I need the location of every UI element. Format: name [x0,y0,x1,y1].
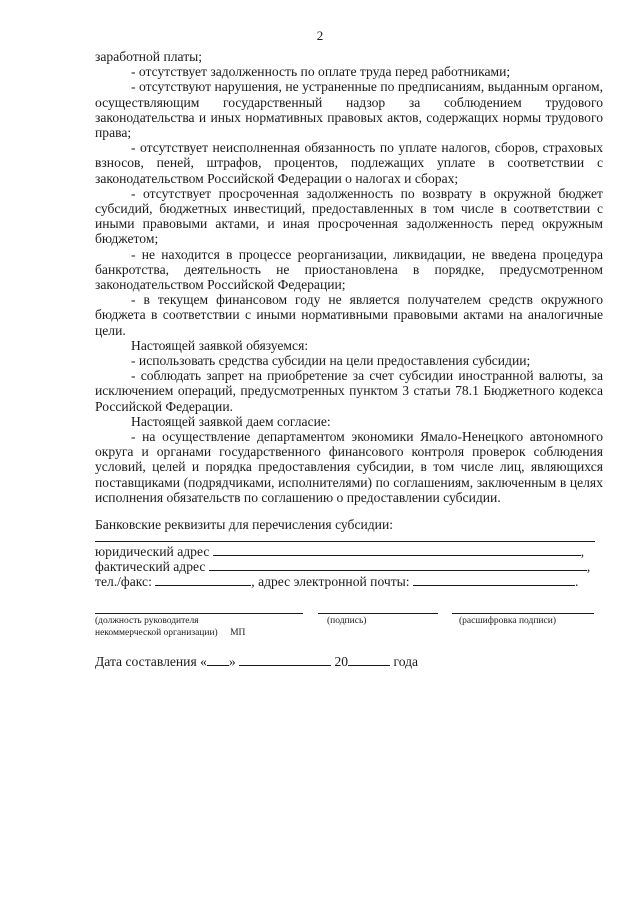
phone-field[interactable] [155,573,251,586]
period: . [574,574,579,589]
paragraph: - соблюдать запрет на приобретение за счет субсидии иностранной валюты, за исключением операций, предусмотренных пунктом 3 статьи 78.1 Бюджетного кодекса Российской Федерации. [95,368,603,414]
bank-details-title: Банковские реквизиты для перечисления субсидии: [95,517,394,532]
paragraph: - отсутствует задолженность по оплате труда перед работниками; [131,64,511,80]
paragraph: - использовать средства субсидии на цели предоставления субсидии; [131,353,531,369]
year-field[interactable] [348,653,390,666]
year-suffix: года [393,654,419,669]
date-label: Дата составления « [95,654,207,669]
document-body [95,49,603,505]
signature-caption: (подпись) [327,616,367,626]
date-line [95,653,418,670]
page-number: 2 [316,28,324,43]
close-quote: » [228,654,236,669]
email-field[interactable] [413,573,575,586]
paragraph: заработной платы; [95,49,203,64]
actual-address-label: фактический адрес [95,559,206,574]
email-label: , адрес электронной почты: [251,574,410,589]
section-heading: Настоящей заявкой обязуемся: [131,337,309,353]
comma: , [586,559,591,574]
paragraph: - отсутствует просроченная задолженность по возврату в окружной бюджет субсидий, бюджетных инвестиций, предоставленных в том числе в соответствии с иными правовыми актами, и иная просроченная задолженность перед окружным бюджетом; [95,185,603,247]
stamp-label: МП [230,628,246,638]
legal-address-field[interactable] [213,543,581,556]
position-caption-line-2: некоммерческой организации) МП [95,628,246,638]
comma: , [580,544,585,559]
signature-line[interactable] [318,613,438,614]
position-signature-line[interactable] [95,613,303,614]
paragraph: - отсутствуют нарушения, не устраненные по предписаниям, выданным органом, осуществляющим государственный надзор за соблюдением трудового законодательства и иных нормативных правовых актов, содержащих нормы трудового права; [95,79,603,141]
position-caption-line-1: (должность руководителя [95,616,199,626]
paragraph: - не находится в процессе реорганизации, ликвидации, не введена процедура банкротства, деятельность не приостановлена в порядке, предусмотренном законодательством Российской Федерации; [95,246,603,293]
paragraph: - отсутствует неисполненная обязанность по уплате налогов, сборов, страховых взносов, пеней, штрафов, процентов, подлежащих уплате в соответствии с законодательством Российской Федерации о налогах и сборах; [95,140,603,186]
section-heading: Настоящей заявкой даем согласие: [131,413,331,429]
contacts-line [95,573,605,590]
decoding-signature-line[interactable] [452,613,594,614]
year-prefix: 20 [334,654,349,669]
actual-address-field[interactable] [209,558,587,571]
day-field[interactable] [207,653,229,666]
decoding-caption: (расшифровка подписи) [459,616,556,626]
legal-address-label: юридический адрес [95,544,210,559]
paragraph: - на осуществление департаментом экономики Ямало-Ненецкого автономного округа и органами государственного финансового контроля проверок соблюдения условий, целей и порядка предоставления субсидии, в том числе лиц, являющихся поставщиками (подрядчиками, исполнителями) по соглашениям, заключенным в целях исполнения обязательств по соглашению о предоставлении субсидии. [95,429,603,505]
phone-label: тел./факс: [95,574,152,589]
bank-details-blank-line[interactable] [95,541,595,542]
month-field[interactable] [239,653,331,666]
position-caption [95,615,245,639]
paragraph: - в текущем финансовом году не является получателем средств окружного бюджета в соответствии с иными нормативными правовыми актами на аналогичные цели. [95,292,603,338]
